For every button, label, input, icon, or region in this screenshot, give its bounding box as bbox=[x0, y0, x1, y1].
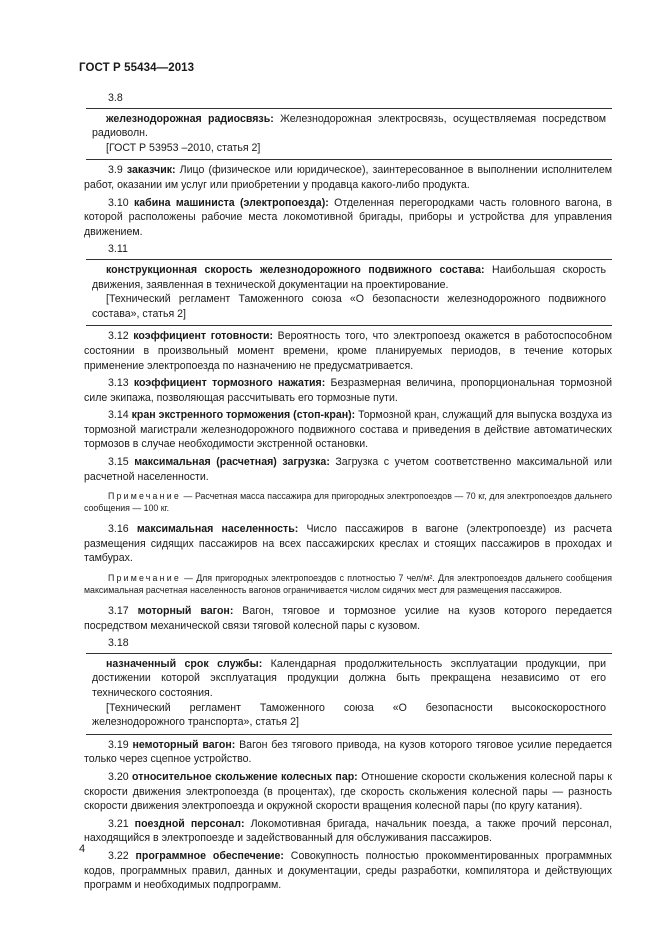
term: относительное скольжение колесных пар: bbox=[132, 770, 358, 783]
definition: Тормозной кран, служащий для выпуска воздуха из тормозной магистрали железнодорожного подвижного состава и приведения в действие автоматических тормозов в случае необходимости экстренной остановки. bbox=[84, 409, 612, 451]
definition: Железнодорожная электросвязь, осуществляемая посредством радиоволн. bbox=[92, 112, 606, 140]
definition-paragraph bbox=[84, 455, 612, 484]
definition-text bbox=[92, 112, 606, 141]
definition-paragraph bbox=[84, 738, 612, 767]
note-label: Примечание bbox=[108, 491, 181, 502]
definition: Отделенная перегородками часть головного вагона, в которой расположены рабочие места локомотивной бригады, приборы и устройства для управления движением. bbox=[84, 196, 613, 238]
document-body bbox=[84, 91, 612, 896]
definition: Вагон, тяговое и тормозное усилие на кузов которого передается посредством механической связи тяговой колесной пары с кузовом. bbox=[84, 605, 612, 632]
definition-paragraph bbox=[84, 849, 612, 893]
section-number: 3.16 bbox=[108, 523, 129, 536]
definition: Совокупность полностью прокомментированных программных кодов, программных правил, данных и документации, среды разработки, компилятора и действующих программ и необходимых подпрограмм. bbox=[84, 849, 612, 892]
definition-text bbox=[92, 657, 606, 701]
term: моторный вагон: bbox=[137, 605, 234, 618]
term: конструкционная скорость железнодорожного подвижного состава: bbox=[106, 263, 485, 276]
section-number: 3.10 bbox=[108, 196, 129, 209]
boxed-definition bbox=[86, 653, 612, 735]
definition-paragraph bbox=[84, 408, 612, 452]
source-reference: [Технический регламент Таможенного союза «О безопасности железнодорожного подвижного состава», статья 2] bbox=[92, 293, 606, 320]
note bbox=[84, 572, 612, 596]
source-reference: [ГОСТ Р 53953 –2010, статья 2] bbox=[106, 141, 261, 154]
definition-paragraph bbox=[84, 770, 612, 814]
section-number: 3.8 bbox=[108, 92, 123, 104]
definition: Вероятность того, что электропоезд окажется в работоспособном состоянии в произвольный момент времени, кроме планируемых периодов, в течение которых применение электропоезда по назначению не предусматривается. bbox=[84, 330, 612, 372]
section-number: 3.13 bbox=[108, 377, 129, 390]
term: коэффициент тормозного нажатия: bbox=[133, 377, 326, 390]
term: максимальная (расчетная) загрузка: bbox=[134, 456, 330, 469]
term: железнодорожная радиосвязь: bbox=[106, 112, 274, 125]
definition: Безразмерная величина, пропорциональная тормозной силе экипажа, позволяющая рассчитывать его тормозные пути. bbox=[84, 377, 612, 404]
term: поездной персонал: bbox=[134, 817, 245, 830]
term: кран экстренного торможения (стоп-кран): bbox=[131, 409, 356, 422]
definition-paragraph bbox=[84, 329, 612, 373]
definition: Наибольшая скорость движения, заявленная в технической документации на проектирование. bbox=[92, 263, 606, 291]
section-number: 3.20 bbox=[108, 770, 129, 783]
note-text: — Расчетная масса пассажира для пригородных электропоездов — 70 кг, для электропоездов дальнего сообщения — 100 кг. bbox=[84, 491, 612, 514]
section-number: 3.12 bbox=[108, 330, 129, 343]
term: программное обеспечение: bbox=[135, 849, 284, 862]
note-label: Примечание bbox=[108, 573, 181, 584]
definition-paragraph bbox=[84, 522, 612, 566]
section-number: 3.18 bbox=[108, 637, 129, 650]
definition: Календарная продолжительность эксплуатации продукции, при достижении которой эксплуатация продукции должна быть прекращена независимо от его технического состояния. bbox=[92, 657, 606, 699]
definition: Отношение скорости скольжения колесной пары к скорости движения электропоезда (в процентах), где скорость скольжения колесной пары — разность скорости движения электропоезда и окружной скорости вращения колесной пары (по кругу катания). bbox=[84, 770, 612, 813]
term: немоторный вагон: bbox=[132, 738, 236, 751]
definition: Лицо (физическое или юридическое), заинтересованное в выполнении исполнителем работ, оказании им услуг или приобретении у продавца какого-либо продукта. bbox=[84, 164, 612, 191]
boxed-definition bbox=[86, 108, 612, 161]
term: коэффициент готовности: bbox=[133, 330, 274, 343]
definition-paragraph bbox=[84, 163, 612, 192]
term: максимальная населенность: bbox=[136, 523, 299, 536]
term: заказчик: bbox=[126, 164, 176, 177]
boxed-definition bbox=[86, 259, 612, 326]
definition: Загрузка с учетом соответственно максимальной или расчетной населенности. bbox=[84, 456, 613, 483]
definition: Число пассажиров в вагоне (электропоезде) из расчета размещения сидящих пассажиров на всех пассажирских креслах и стоящих пассажиров в проходах и тамбурах. bbox=[84, 523, 612, 565]
source-reference: [Технический регламент Таможенного союза «О безопасности высокоскоростного железнодорожного транспорта», статья 2] bbox=[92, 701, 606, 729]
definition-paragraph bbox=[84, 817, 612, 846]
definition: Вагон без тягового привода, на кузов которого тяговое усилие передается только через сцепное устройство. bbox=[84, 738, 612, 766]
definition-paragraph bbox=[84, 376, 612, 405]
section-number: 3.17 bbox=[108, 605, 129, 618]
section-number: 3.22 bbox=[108, 849, 129, 862]
definition: Локомотивная бригада, начальник поезда, а также прочий персонал, находящийся в электропоезде и задействованный для обслуживания пассажиров. bbox=[84, 817, 613, 845]
page-number: 4 bbox=[79, 843, 86, 855]
definition-paragraph bbox=[84, 196, 612, 240]
definition-paragraph bbox=[84, 604, 612, 633]
section-number: 3.14 bbox=[108, 409, 129, 422]
term: назначенный срок службы: bbox=[106, 657, 263, 670]
definition-text bbox=[92, 263, 606, 292]
section-number: 3.19 bbox=[108, 738, 129, 751]
note bbox=[84, 490, 612, 514]
section-number: 3.11 bbox=[108, 243, 128, 256]
section-number: 3.15 bbox=[108, 456, 129, 469]
term: кабина машиниста (электропоезда): bbox=[133, 196, 329, 209]
note-text: — Для пригородных электропоездов с плотностью 7 чел/м². Для электропоездов дальнего сообщения максимальная расчетная населенность вагонов ограничивается числом сидячих мест для размещения пассажиров. bbox=[84, 573, 612, 596]
document-header: ГОСТ Р 55434—2013 bbox=[79, 62, 195, 74]
section-number: 3.21 bbox=[108, 817, 129, 830]
section-number: 3.9 bbox=[108, 164, 123, 177]
